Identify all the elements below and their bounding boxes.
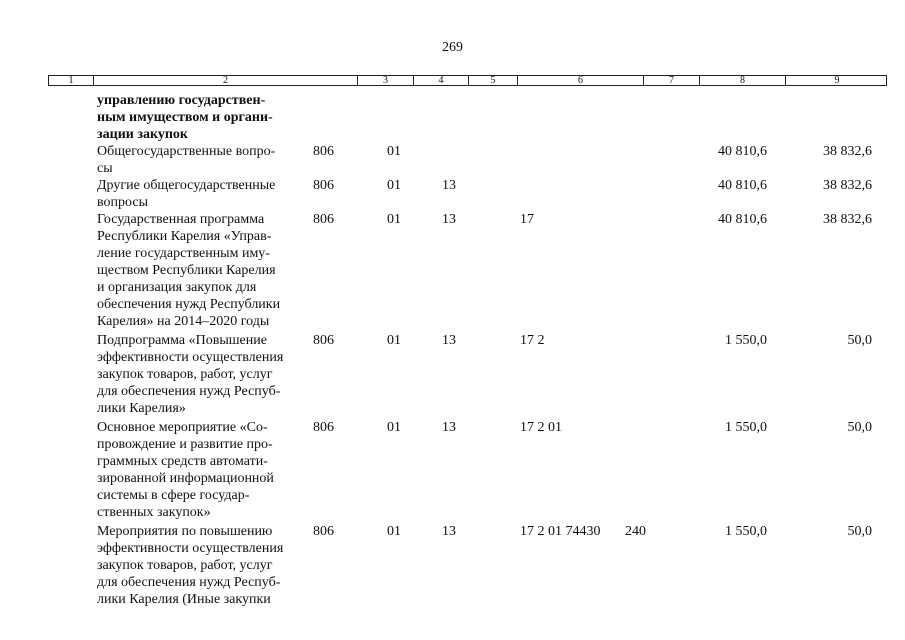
table-header <box>48 75 887 86</box>
cell-value-8: 40 810,6 <box>718 144 767 159</box>
cell-code-4: 01 <box>387 420 401 435</box>
header-col-6: 6 <box>517 76 643 85</box>
cell-value-9: 50,0 <box>847 420 872 435</box>
header-col-9: 9 <box>785 76 888 85</box>
cell-code-5: 13 <box>442 524 456 539</box>
cell-value-8: 40 810,6 <box>718 178 767 193</box>
cell-code-5: 13 <box>442 178 456 193</box>
cell-code-3: 806 <box>313 524 334 539</box>
cell-value-8: 1 550,0 <box>725 524 767 539</box>
cell-code-5: 13 <box>442 212 456 227</box>
cell-value-9: 50,0 <box>847 524 872 539</box>
cell-code-3: 806 <box>313 333 334 348</box>
cell-code-3: 806 <box>313 212 334 227</box>
row-name: управлению государствен- ным имуществом и органи- зации закупок <box>97 93 273 142</box>
header-col-1: 1 <box>68 75 74 86</box>
row-name: Подпрограмма «Повышение эффективности осуществления закупок товаров, работ, услуг для обеспечения нужд Респуб- лики Карелия» <box>97 333 284 416</box>
cell-value-9: 38 832,6 <box>823 212 872 227</box>
cell-code-7: 240 <box>625 524 646 539</box>
cell-value-8: 40 810,6 <box>718 212 767 227</box>
cell-code-3: 806 <box>313 178 334 193</box>
header-col-3: 3 <box>357 76 413 85</box>
cell-code-5: 13 <box>442 333 456 348</box>
header-col-2: 2 <box>93 76 357 85</box>
header-col-8: 8 <box>699 76 785 85</box>
cell-code-3: 806 <box>313 420 334 435</box>
cell-code-6: 17 2 01 74430 <box>520 524 601 539</box>
row-name: Другие общегосударственные вопросы <box>97 178 276 210</box>
cell-code-6: 17 <box>520 212 534 227</box>
header-col-5: 5 <box>468 76 517 85</box>
cell-code-6: 17 2 01 <box>520 420 562 435</box>
cell-code-5: 13 <box>442 420 456 435</box>
row-name: Основное мероприятие «Со- провождение и развитие про- граммных средств автомати- зированной информационной системы в сфере государ- ственных закупок» <box>97 420 274 520</box>
cell-code-4: 01 <box>387 333 401 348</box>
cell-code-4: 01 <box>387 524 401 539</box>
cell-code-3: 806 <box>313 144 334 159</box>
header-col-7: 7 <box>643 76 699 85</box>
cell-value-9: 50,0 <box>847 333 872 348</box>
cell-code-4: 01 <box>387 178 401 193</box>
row-name: Общегосударственные вопро- сы <box>97 144 276 176</box>
cell-code-6: 17 2 <box>520 333 545 348</box>
cell-value-8: 1 550,0 <box>725 333 767 348</box>
cell-value-9: 38 832,6 <box>823 144 872 159</box>
cell-code-4: 01 <box>387 144 401 159</box>
header-col-4: 4 <box>413 76 468 85</box>
cell-value-9: 38 832,6 <box>823 178 872 193</box>
cell-value-8: 1 550,0 <box>725 420 767 435</box>
row-name: Государственная программа Республики Карелия «Управ- ление государственным иму- ществом Республики Карелия и организация закупок для обеспечения нужд Республики Карелия» на 2014–2020 годы <box>97 212 281 329</box>
row-name: Мероприятия по повышению эффективности осуществления закупок товаров, работ, услуг для обеспечения нужд Респуб- лики Карелия (Иные закупки <box>97 524 284 607</box>
page-number: 269 <box>442 40 463 55</box>
cell-code-4: 01 <box>387 212 401 227</box>
